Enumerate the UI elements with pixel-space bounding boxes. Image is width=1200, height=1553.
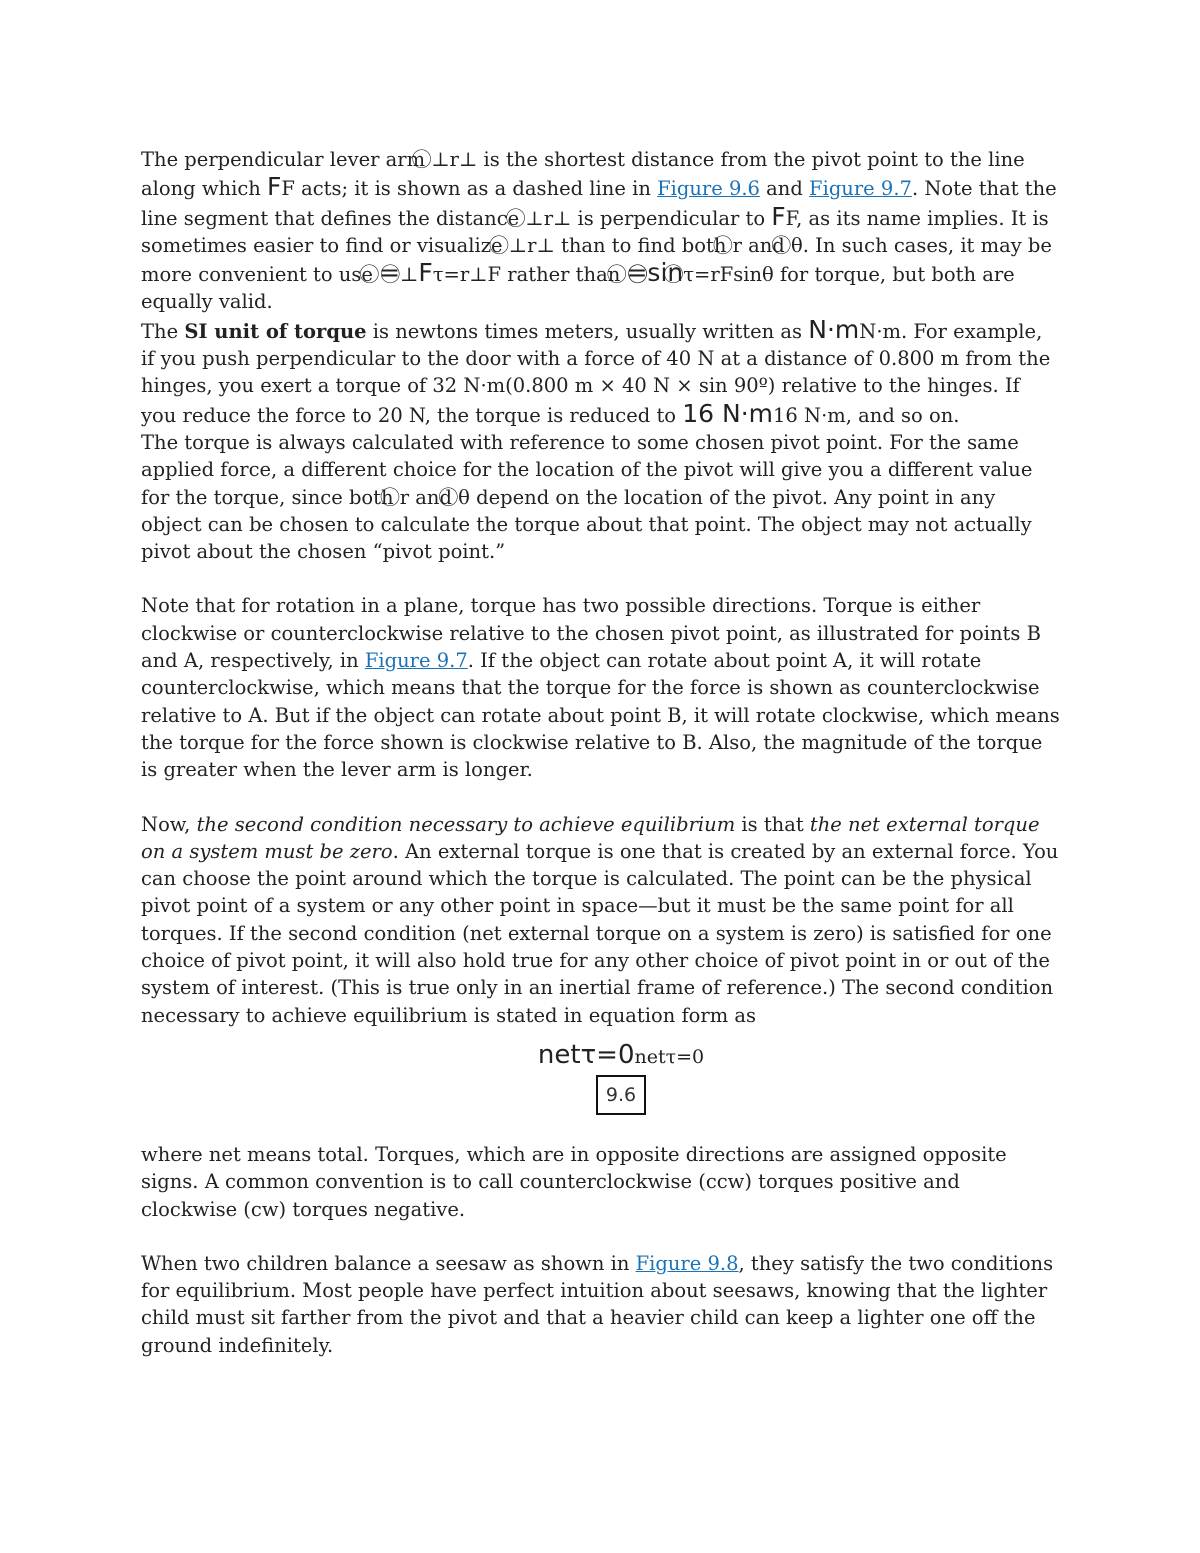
spacer [141,784,1061,811]
spacer [141,565,1061,592]
text: 16 N·m, and so on. [773,403,960,427]
text: The perpendicular lever arm [141,148,432,171]
text: τ=rFsinθ for torque, but both are equally valid. [141,263,1015,314]
paragraph-si-unit [141,316,1061,429]
text: The [141,319,185,343]
paragraph-second-condition [141,811,1061,1029]
equation-plain: netτ=0 [634,1045,705,1068]
text: r and [399,485,459,509]
document-page [141,146,1061,1359]
equation-main: netτ=0 [537,1039,635,1070]
text: When two children balance a seesaw as shown in [141,1251,636,1275]
text: ⊥ [400,263,419,287]
text: F, as its name implies. It is sometimes easier to find or visualize [141,206,1049,257]
text: The torque is always calculated with reference to some chosen pivot point. For the same applied force, a different choice for the location of the pivot will give you a different value for the torque, since both [141,430,1033,509]
text: τ=r⊥F rather than [432,263,627,287]
math-force-F: F [267,172,282,202]
paragraph-pivot-point [141,429,1061,565]
text: ⊥r⊥ than to find both [508,233,733,257]
figure-9-7-link[interactable]: Figure 9.7 [364,649,468,673]
math-unit: N·m [808,314,860,344]
math-sin: sin [647,258,684,288]
text: F acts; it is shown as a dashed line in [281,177,658,201]
figure-9-6-link[interactable]: Figure 9.6 [657,177,760,201]
italic-text: the second condition necessary to achieve equilibrium [196,812,736,836]
math-force-F: F [418,258,433,288]
text: N·m. For example, if you push perpendicular to the door with a force of 40 N at a distance of 0.800 m from the hinges, you exert a torque of 32 N·m(0.800 m × 40 N × sin 90º) relative to the hinges. If you reduce the force to 20 N, the torque is reduced to [141,319,1051,427]
text: and [759,177,810,201]
paragraph-net-means-total [141,1141,1061,1223]
text: θ. In such cases, it may be more convenient to use [141,233,1052,287]
text: is that [735,812,810,836]
text: ⊥r⊥ is perpendicular to [525,206,772,230]
paragraph-lever-arm [141,146,1061,316]
text: . An external torque is one that is created by an external force. You can choose the point around which the torque is calculated. The point can be the physical pivot point of a system or any other point in space—but it must be the same point for all torques. If the second condition (net external torque on a system is zero) is satisfied for one choice of pivot point, it will also hold true for any other choice of pivot point in or out of the system of interest. (This is true only in an inertial frame of reference.) The second condition necessary to achieve equilibrium is stated in equation form as [141,839,1059,1027]
text: where net means total. Torques, which are in opposite directions are assigned opposite signs. A common convention is to call counterclockwise (ccw) torques positive and clockwise (cw) torques negative. [141,1142,1007,1221]
italic-text: the net external torque on a system must be zero [141,812,1040,863]
paragraph-seesaw [141,1250,1061,1359]
text: is newtons times meters, usually written as [366,319,809,343]
equation-number: 9.6 [596,1075,646,1115]
math-unit: 16 N·m [682,398,773,428]
math-equals: = [379,258,401,288]
figure-9-7-link[interactable]: Figure 9.7 [809,177,912,201]
text: Note that for rotation in a plane, torque has two possible directions. Torque is either clockwise or counterclockwise relative to the chosen pivot point, as illustrated for points B and A, respectively, in [141,594,1041,673]
text: θ depend on the location of the pivot. Any point in any object can be chosen to calculate the torque about that point. The object may not actually pivot about the chosen “pivot point.” [141,485,1032,564]
equation [181,1039,1061,1073]
text: Now, [141,812,197,836]
text: . If the object can rotate about point A, it will rotate counterclockwise, which means that the torque for the force is shown as counterclockwise relative to A. But if the object can rotate about point B, it will rotate clockwise, which means the torque for the force shown is clockwise relative to B. Also, the magnitude of the torque is greater when the lever arm is longer. [141,649,1060,782]
figure-9-8-link[interactable]: Figure 9.8 [635,1251,739,1275]
paragraph-directions [141,592,1061,783]
text: r and [732,233,791,257]
text: . Note that the line segment that defines the distance [141,177,1057,230]
math-equals: = [626,258,648,288]
math-force-F: F [771,201,786,231]
bold-term: SI unit of torque [184,319,367,343]
spacer [141,1223,1061,1250]
equation-block [141,1039,1061,1115]
text: , they satisfy the two conditions for equilibrium. Most people have perfect intuition about seesaws, knowing that the lighter child must sit farther from the pivot and that a heavier child can keep a lighter one off the ground indefinitely. [141,1251,1054,1357]
spacer [141,1115,1061,1141]
text: ⊥r⊥ is the shortest distance from the pivot point to the line along which [141,148,1025,201]
